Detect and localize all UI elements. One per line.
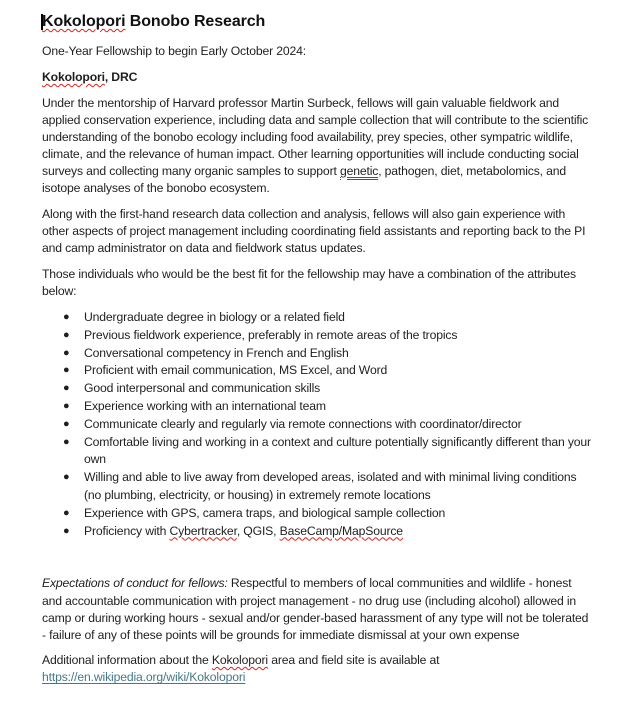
- list-item-text: Previous fieldwork experience, preferably in remote areas of the tropics: [84, 327, 458, 342]
- list-item-text: Good interpersonal and communication skills: [84, 381, 321, 396]
- project-management-paragraph: Along with the first-hand research data collection and analysis, fellows will also gain experience with other aspects of project management including coordinating field assistants and reporting back to the PI and camp administrator on data and fieldwork status updates.: [42, 207, 586, 255]
- list-item-text: Experience with GPS, camera traps, and biological sample collection: [84, 505, 446, 520]
- spelling-flag-kokolopori[interactable]: Kokolopori: [42, 70, 105, 84]
- expectations-lead: Expectations of conduct for fellows:: [42, 576, 228, 591]
- list-item-text: Conversational competency in French and English: [84, 345, 349, 360]
- bullet-icon: ●: [63, 399, 70, 412]
- document-title: [42, 10, 594, 34]
- wikipedia-link[interactable]: https://en.wikipedia.org/wiki/Kokolopori: [42, 670, 246, 685]
- list-item: [42, 362, 594, 380]
- list-item-text: Proficiency with: [84, 523, 170, 538]
- bullet-icon: ●: [63, 524, 70, 537]
- list-item: [42, 523, 594, 541]
- list-item-text: Undergraduate degree in biology or a related field: [84, 310, 345, 324]
- list-item-text: Communicate clearly and regularly via remote connections with coordinator/director: [84, 416, 522, 431]
- location-text: , DRC: [104, 70, 138, 84]
- document-page[interactable]: [42, 10, 594, 686]
- list-item-text: , QGIS,: [236, 523, 280, 538]
- paragraph-text: , pathogen, diet, metabolomics, and isotope analyses of the bonobo ecosystem.: [42, 164, 567, 195]
- title-text: Bonobo Research: [125, 13, 266, 30]
- list-item-text: Willing and able to live away from developed areas, isolated and with minimal living conditions (no plumbing, electricity, or housing) in extremely remote locations: [84, 470, 577, 502]
- bullet-icon: ●: [63, 328, 70, 341]
- bullet-icon: ●: [63, 382, 70, 395]
- spelling-flag-cybertracker[interactable]: Cybertracker: [169, 523, 237, 538]
- list-item: [42, 380, 594, 398]
- bullet-icon: ●: [63, 364, 70, 377]
- list-item: [42, 416, 594, 434]
- list-item: [42, 309, 594, 327]
- conduct-expectations-paragraph: [42, 575, 594, 644]
- bullet-icon: ●: [63, 435, 70, 448]
- bullet-icon: ●: [63, 417, 70, 430]
- fellowship-subtitle: One-Year Fellowship to begin Early October 2024:: [42, 44, 307, 58]
- list-item: [42, 345, 594, 363]
- list-item-text: Experience working with an international team: [84, 398, 326, 413]
- list-item-text: Comfortable living and working in a context and culture potentially significantly different than your own: [84, 434, 591, 467]
- mentorship-paragraph: [42, 95, 594, 197]
- location-heading: [42, 69, 594, 86]
- list-item: [42, 398, 594, 416]
- expectations-body: Respectful to members of local communities and wildlife - honest and accountable communication with project management - no drug use (including alcohol) allowed in camp or during working hours - sexual and/or gender-based harassment of any type will not be tolerated - failure of any of these points will be grounds for immediate dismissal at your own expense: [42, 576, 589, 642]
- paragraph-text: area and field site is available at: [267, 653, 440, 668]
- paragraph-text: Additional information about the: [42, 653, 212, 668]
- attributes-intro-paragraph: Those individuals who would be the best fit for the fellowship may have a combination of the attributes below:: [42, 267, 576, 298]
- additional-info-paragraph: [42, 652, 594, 686]
- spelling-flag-kokolopori[interactable]: Kokolopori: [42, 13, 126, 30]
- list-item: [42, 505, 594, 523]
- list-item: [42, 327, 594, 345]
- bullet-icon: ●: [63, 471, 70, 484]
- spelling-flag-kokolopori[interactable]: Kokolopori: [211, 653, 268, 668]
- grammar-flag-genetic[interactable]: genetic: [339, 164, 379, 178]
- list-item: [42, 434, 594, 470]
- spelling-flag-basecamp-mapsource[interactable]: BaseCamp/MapSource: [279, 523, 403, 538]
- list-item: [42, 469, 594, 505]
- paragraph-text: Under the mentorship of Harvard professor Martin Surbeck, fellows will gain valuable fieldwork and applied conservation experience, including data and sample collection that will contribute to the scientific understanding of the bonobo ecology including food availability, prey species, other sympatric wildlife, climate, and the relevance of human impact. Other learning opportunities will include conducting social surveys and collecting many organic samples to support: [42, 96, 589, 178]
- attributes-list: [42, 309, 594, 540]
- bullet-icon: ●: [63, 346, 70, 359]
- list-item-text: Proficient with email communication, MS Excel, and Word: [84, 363, 388, 378]
- text-cursor: [41, 14, 43, 30]
- bullet-icon: ●: [63, 311, 70, 323]
- bullet-icon: ●: [63, 506, 70, 519]
